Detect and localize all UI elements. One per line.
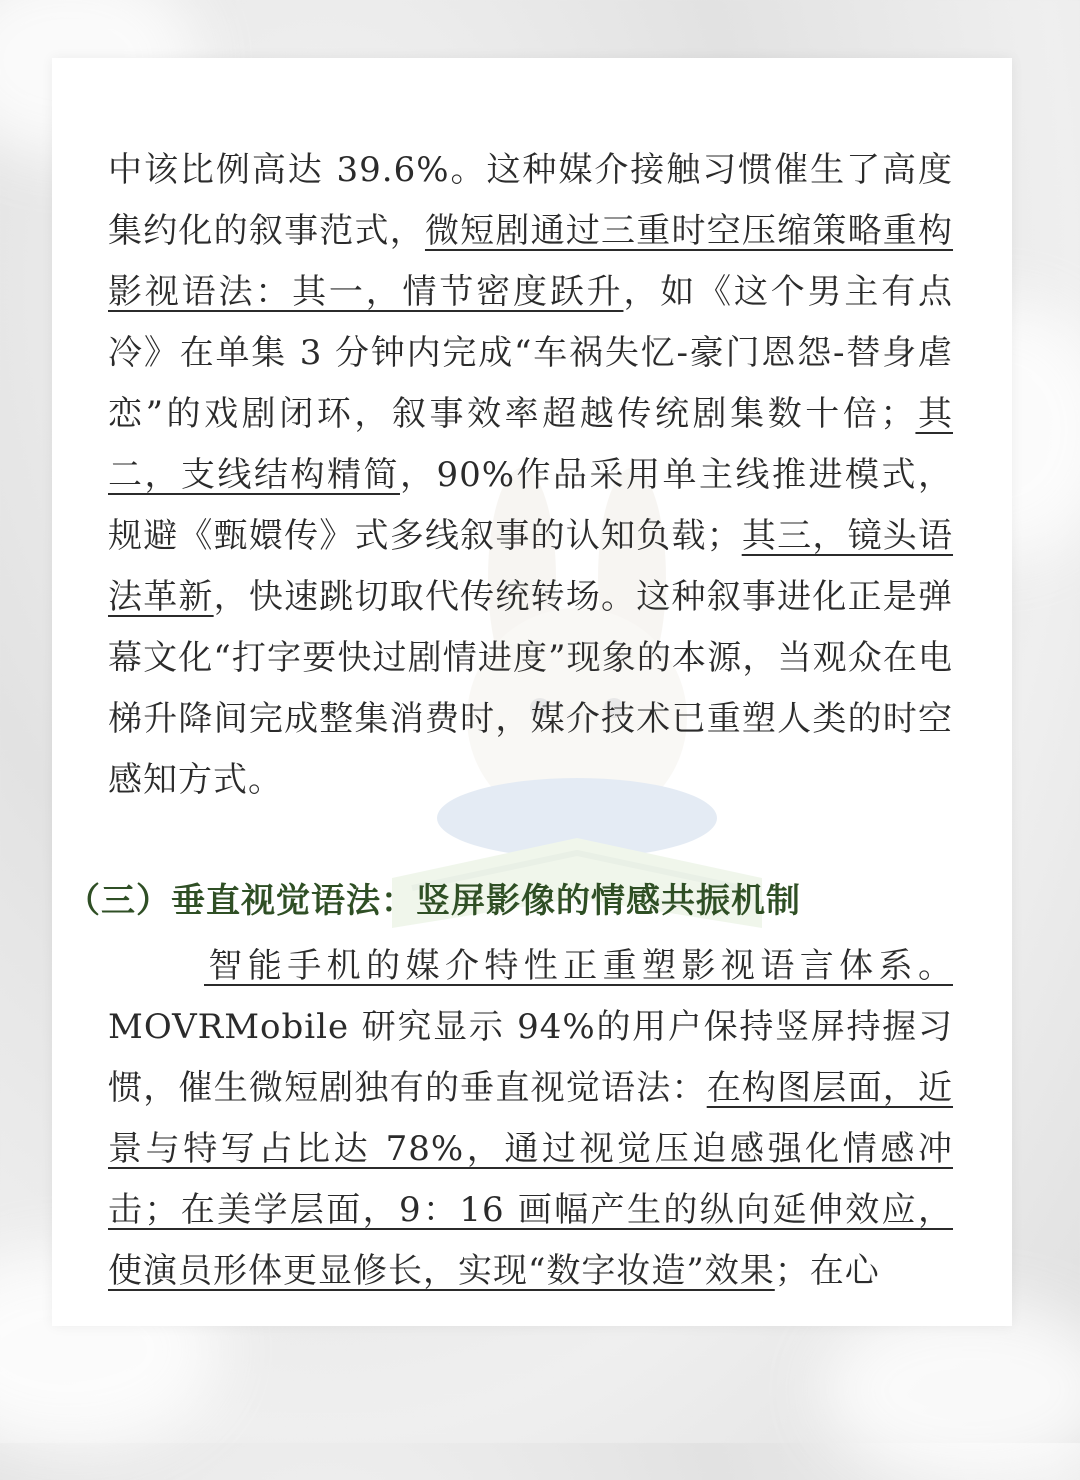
text-segment: ，90%作品采用单主线推进模式，规避《甄嬛传》式多线叙事的认知负载；: [108, 455, 954, 556]
paragraph-1: [108, 140, 953, 811]
section-heading: （三）垂直视觉语法：竖屏影像的情感共振机制: [66, 881, 801, 921]
text-segment: ；在心: [774, 1251, 880, 1291]
paragraph-2: [108, 936, 953, 1302]
text-segment: MOVRMobile 研究显示 94%的用户保持竖屏持握习惯，催生微短剧独有的垂直视觉语法：: [108, 1007, 953, 1108]
text-segment: 中该比例高达 39.6%。这种媒介接触习惯催生了高度集约化的叙事范式，: [108, 150, 953, 251]
underlined-text: 其三，镜头语法革新: [108, 516, 954, 617]
bg-blur: [820, 1300, 1080, 1480]
underlined-text: 在构图层面，近景与特写占比达 78%，通过视觉压迫感强化情感冲击；在美学层面，9：16 画幅产生的纵向延伸效应，使演员形体更显修长，实现“数字妆造”效果: [108, 1068, 954, 1291]
text-segment: ，快速跳切取代传统转场。这种叙事进化正是弹幕文化“打字要快过剧情进度”现象的本源，当观众在电梯升降间完成整集消费时，媒介技术已重塑人类的时空感知方式。: [108, 577, 954, 800]
underlined-text: 智能手机的媒介特性正重塑影视语言体系。: [204, 946, 953, 986]
document-page: [52, 58, 1012, 1326]
underlined-text: 其二，支线结构精简: [108, 394, 953, 495]
text-segment: ，如《这个男主有点冷》在单集 3 分钟内完成“车祸失忆-豪门恩怨-替身虐恋”的戏剧闭环，叙事效率超越传统剧集数十倍；: [108, 272, 954, 434]
underlined-text: 微短剧通过三重时空压缩策略重构影视语法：其一，情节密度跃升: [108, 211, 954, 312]
